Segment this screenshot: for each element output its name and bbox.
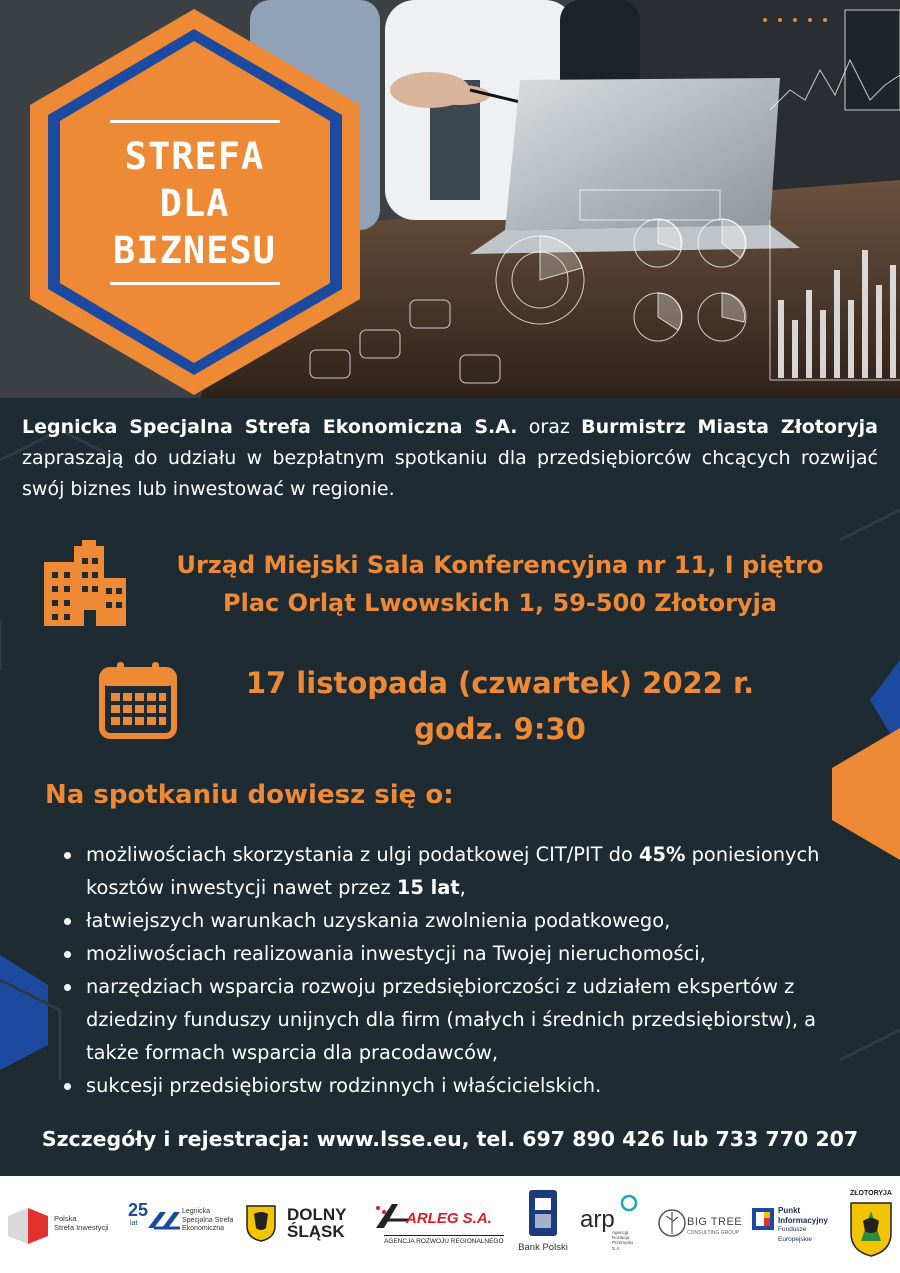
topics-heading: Na spotkaniu dowiesz się o: <box>45 780 454 810</box>
badge-top-rule <box>110 120 280 123</box>
psi-text: Polska Strefa Inwestycji <box>54 1214 109 1232</box>
intro-rest: zapraszają do udziału w bezpłatnym spotkaniu dla przedsiębiorców chcących rozwijać swój biznes lub inwestować w regionie. <box>22 447 878 500</box>
sponsor-logos <box>0 1176 900 1273</box>
lsse-icon <box>146 1206 182 1236</box>
badge-text <box>22 5 367 400</box>
logo-pko-bank-polski: Bank Polski <box>512 1190 574 1260</box>
badge-line-2: DLA <box>159 182 230 225</box>
date-line: 17 listopada (czwartek) 2022 r. <box>245 666 755 700</box>
venue-line-2: Plac Orląt Lwowskich 1, 59-500 Złotoryja <box>223 589 777 617</box>
logo-arp: arp Agencja Rozwoju Przemysłu S.A. <box>580 1194 642 1254</box>
organizer-burmistrz: Burmistrz Miasta Złotoryja <box>581 416 878 438</box>
badge-title <box>113 133 276 274</box>
logo-dolny-slask <box>245 1202 357 1246</box>
date-block <box>200 660 800 752</box>
badge-line-3: BIZNESU <box>113 229 276 272</box>
arp-dot-icon <box>620 1194 638 1212</box>
logo-zlotoryja: ZŁOTORYJA <box>846 1190 896 1270</box>
intro-connector: oraz <box>517 416 582 438</box>
pife-text: Punkt Informacyjny Fundusze Europejskie <box>778 1206 828 1243</box>
logo-punkt-informacyjny <box>752 1204 842 1248</box>
topics-list <box>62 838 832 1102</box>
eu-funds-icon <box>752 1208 774 1230</box>
badge-line-1: STREFA <box>124 135 265 178</box>
topic-item: narzędziach wsparcia rozwoju przedsiębiorczości z udziałem ekspertów z dziedziny funduszy unijnych dla firm (małych i średnich przedsiębiorstw), a także formach wsparcia dla pracodawców, <box>62 970 832 1069</box>
topic-item: łatwiejszych warunkach uzyskania zwolnienia podatkowego, <box>62 904 832 937</box>
contact-line: Szczegóły i rejestracja: www.lsse.eu, tel. 697 890 426 lub 733 770 207 <box>41 1127 859 1151</box>
logo-polska-strefa-inwestycji <box>8 1206 123 1246</box>
logo-arleg: ARLEG S.A. AGENCJA ROZWOJU REGIONALNEGO <box>370 1202 510 1252</box>
venue-line-1: Urząd Miejski Sala Konferencyjna nr 11, I piętro <box>176 551 824 579</box>
pko-icon <box>525 1190 561 1236</box>
logo-lsse: 25 lat Legnicka Specjalna Strefa Ekonomiczna <box>128 1198 240 1248</box>
arp-sub: Agencja Rozwoju Przemysłu S.A. <box>612 1230 634 1251</box>
topic-item: sukcesji przedsiębiorstw rodzinnych i właścicielskich. <box>62 1069 832 1102</box>
topic-item: możliwościach realizowania inwestycji na Twojej nieruchomości, <box>62 937 832 970</box>
venue-block <box>140 546 860 622</box>
topic-item: możliwościach skorzystania z ulgi podatkowej CIT/PIT do 45% poniesionych kosztów inwestycji nawet przez 15 lat, <box>62 838 832 904</box>
building-icon <box>44 540 126 626</box>
intro-paragraph <box>22 412 878 505</box>
badge-bottom-rule <box>110 282 280 285</box>
calendar-icon <box>99 660 177 740</box>
dolny-slask-crest-icon <box>245 1204 277 1242</box>
lsse-text: Legnicka Specjalna Strefa Ekonomiczna <box>182 1208 234 1232</box>
dolny-slask-text: DOLNY ŚLĄSK <box>287 1205 347 1241</box>
time-line: godz. 9:30 <box>414 712 586 746</box>
psi-icon <box>8 1208 48 1244</box>
big-tree-icon <box>657 1208 687 1238</box>
logo-big-tree: BIG TREE CONSULTING GROUP <box>655 1206 745 1246</box>
zlotoryja-crest-icon <box>849 1201 893 1257</box>
organizer-lsse: Legnicka Specjalna Strefa Ekonomiczna S.A. <box>22 416 518 438</box>
